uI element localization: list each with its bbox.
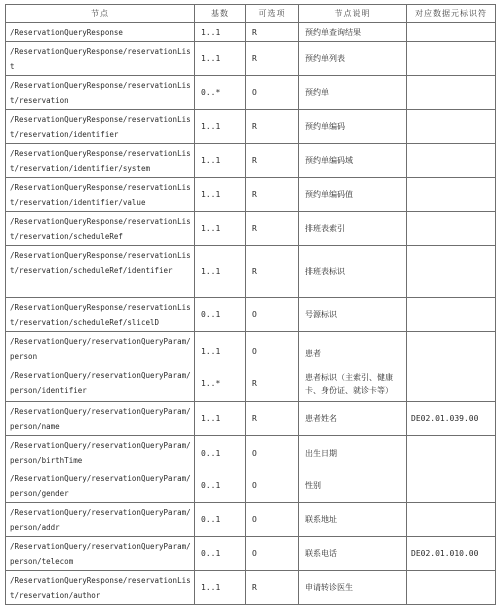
data-element-id xyxy=(407,503,496,537)
node-path: /ReservationQueryResponse/reservationList/reservation/identifier xyxy=(6,110,195,144)
optionality: R xyxy=(246,110,299,144)
data-element-id xyxy=(407,212,496,246)
optionality: O xyxy=(246,503,299,537)
node-path: /ReservationQuery/reservationQueryParam/person/identifier xyxy=(10,371,191,395)
cardinality: 1..1 xyxy=(195,212,246,246)
optionality: R xyxy=(252,378,257,388)
node-path-group xyxy=(6,332,195,402)
cardinality-group xyxy=(195,332,246,402)
cardinality: 1..1 xyxy=(195,246,246,298)
node-description: 预约单编码 xyxy=(299,110,407,144)
data-element-id xyxy=(407,42,496,76)
optionality: R xyxy=(246,42,299,76)
optionality: O xyxy=(252,481,257,490)
optionality: O xyxy=(246,76,299,110)
header-optional: 可选项 xyxy=(246,5,299,23)
optionality: R xyxy=(246,571,299,605)
node-description: 联系地址 xyxy=(299,503,407,537)
cardinality: 0..1 xyxy=(195,298,246,332)
node-path: /ReservationQuery/reservationQueryParam/person/telecom xyxy=(6,537,195,571)
node-description-group xyxy=(299,332,407,402)
header-node: 节点 xyxy=(6,5,195,23)
data-element-id: DE02.01.039.00 xyxy=(407,402,496,436)
node-description: 出生日期 xyxy=(305,449,337,458)
optionality: O xyxy=(246,537,299,571)
node-path: /ReservationQuery/reservationQueryParam/person xyxy=(10,337,191,361)
node-path: /ReservationQueryResponse/reservationList/reservation/scheduleRef/slicelD xyxy=(6,298,195,332)
optionality: R xyxy=(246,23,299,42)
data-element-id-group xyxy=(407,332,496,402)
cardinality: 0..1 xyxy=(201,481,221,490)
cardinality: 0..1 xyxy=(195,503,246,537)
table-row xyxy=(6,436,496,503)
table-row xyxy=(6,298,496,332)
node-description: 预约单编码域 xyxy=(299,144,407,178)
node-path: /ReservationQueryResponse/reservationList/reservation xyxy=(6,76,195,110)
data-element-id xyxy=(407,76,496,110)
cardinality: 1..1 xyxy=(195,178,246,212)
table-row xyxy=(6,144,496,178)
cardinality: 0..1 xyxy=(195,537,246,571)
data-element-id-group xyxy=(407,436,496,503)
node-description: 患者 xyxy=(305,348,321,358)
node-path: /ReservationQueryResponse/reservationList/reservation/author xyxy=(6,571,195,605)
node-description: 预约单查询结果 xyxy=(299,23,407,42)
node-path: /ReservationQueryResponse/reservationList/reservation/scheduleRef xyxy=(6,212,195,246)
node-path: /ReservationQueryResponse/reservationList/reservation/scheduleRef/identifier xyxy=(6,246,195,298)
optionality: O xyxy=(246,298,299,332)
optionality: R xyxy=(246,246,299,298)
node-path: /ReservationQuery/reservationQueryParam/person/name xyxy=(6,402,195,436)
cardinality: 1..* xyxy=(201,378,221,388)
table-row xyxy=(6,571,496,605)
data-element-id: DE02.01.010.00 xyxy=(407,537,496,571)
cardinality: 1..1 xyxy=(195,110,246,144)
node-description: 排班表索引 xyxy=(299,212,407,246)
node-path: /ReservationQueryResponse/reservationList/reservation/identifier/system xyxy=(6,144,195,178)
node-description: 预约单编码值 xyxy=(299,178,407,212)
cardinality: 0..1 xyxy=(201,449,221,458)
node-description: 性别 xyxy=(305,481,321,490)
cardinality-group xyxy=(195,436,246,503)
spec-table-container xyxy=(5,4,495,605)
cardinality: 1..1 xyxy=(195,402,246,436)
node-path: /ReservationQuery/reservationQueryParam/person/gender xyxy=(10,474,191,498)
optionality: O xyxy=(252,449,257,458)
spec-table xyxy=(5,4,496,605)
node-description-group xyxy=(299,436,407,503)
node-path: /ReservationQuery/reservationQueryParam/person/birthTime xyxy=(10,441,191,465)
data-element-id xyxy=(407,178,496,212)
table-row xyxy=(6,23,496,42)
cardinality: 0..* xyxy=(195,76,246,110)
optionality: R xyxy=(246,212,299,246)
cardinality: 1..1 xyxy=(195,571,246,605)
table-row xyxy=(6,178,496,212)
header-description: 节点说明 xyxy=(299,5,407,23)
node-description: 排班表标识 xyxy=(299,246,407,298)
cardinality: 1..1 xyxy=(201,346,221,356)
optionality: O xyxy=(252,346,257,356)
header-base: 基数 xyxy=(195,5,246,23)
data-element-id xyxy=(407,298,496,332)
node-description: 预约单列表 xyxy=(299,42,407,76)
table-row xyxy=(6,212,496,246)
optionality-group xyxy=(246,436,299,503)
table-row xyxy=(6,246,496,298)
data-element-id xyxy=(407,246,496,298)
table-row xyxy=(6,332,496,402)
table-row xyxy=(6,42,496,76)
cardinality: 1..1 xyxy=(195,144,246,178)
node-description: 患者标识（主索引、健康卡、身份证、就诊卡等） xyxy=(305,372,393,395)
node-description: 联系电话 xyxy=(299,537,407,571)
optionality: R xyxy=(246,144,299,178)
node-description: 号源标识 xyxy=(299,298,407,332)
table-row xyxy=(6,503,496,537)
data-element-id xyxy=(407,571,496,605)
header-data-element-id: 对应数据元标识符 xyxy=(407,5,496,23)
node-path: /ReservationQueryResponse/reservationList xyxy=(6,42,195,76)
table-header-row xyxy=(6,5,496,23)
node-description: 患者姓名 xyxy=(299,402,407,436)
node-description: 申请转诊医生 xyxy=(299,571,407,605)
optionality: R xyxy=(246,402,299,436)
node-path: /ReservationQueryResponse/reservationList/reservation/identifier/value xyxy=(6,178,195,212)
node-path: /ReservationQuery/reservationQueryParam/person/addr xyxy=(6,503,195,537)
data-element-id xyxy=(407,23,496,42)
cardinality: 1..1 xyxy=(195,23,246,42)
data-element-id xyxy=(407,110,496,144)
table-row xyxy=(6,537,496,571)
node-description: 预约单 xyxy=(299,76,407,110)
cardinality: 1..1 xyxy=(195,42,246,76)
table-row xyxy=(6,402,496,436)
table-row xyxy=(6,110,496,144)
table-row xyxy=(6,76,496,110)
optionality-group xyxy=(246,332,299,402)
optionality: R xyxy=(246,178,299,212)
node-path-group xyxy=(6,436,195,503)
node-path: /ReservationQueryResponse xyxy=(6,23,195,42)
data-element-id xyxy=(407,144,496,178)
